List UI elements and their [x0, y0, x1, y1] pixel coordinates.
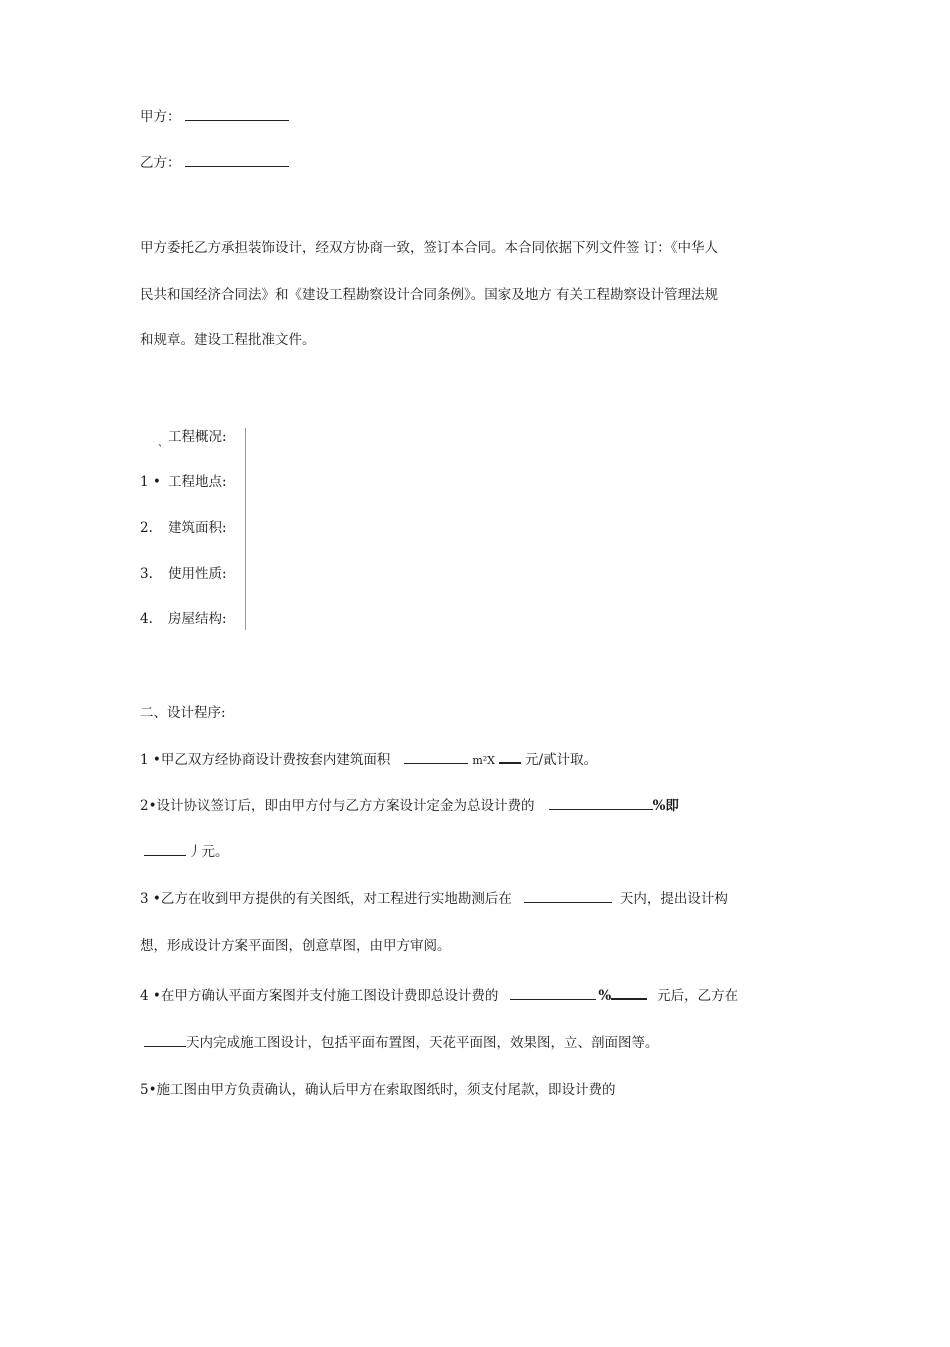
party-a-label: 甲方：	[140, 109, 181, 125]
percent-sign: %	[598, 988, 612, 1004]
item-label: 使用性质:	[168, 566, 227, 582]
item1-text: 1 •甲乙双方经协商设计费按套内建筑面积	[140, 752, 391, 768]
item-label: 房屋结构:	[168, 611, 227, 627]
section1-item	[140, 610, 227, 628]
item-label: 工程地点:	[168, 474, 227, 490]
area-blank[interactable]	[404, 751, 468, 764]
section2-item-4	[140, 986, 738, 1005]
item1-tail: 元/貳计取。	[525, 752, 598, 768]
item2-tail: 丿元。	[188, 844, 229, 860]
unit-text: m²X	[472, 754, 496, 767]
section1-heading	[158, 428, 227, 448]
item-number: 3.	[140, 566, 153, 582]
section2-item-3-cont: 想，形成设计方案平面图，创意草图，由甲方审阅。	[140, 938, 451, 954]
section1-item	[140, 565, 227, 583]
item4-text: 4 •在甲方确认平面方案图并支付施工图设计费即总设计费的	[140, 988, 499, 1004]
party-b-blank[interactable]	[185, 154, 289, 167]
section2-item-1	[140, 750, 597, 770]
item-number: 1 •	[140, 474, 161, 490]
intro-line-1: 甲方委托乙方承担装饰设计，经双方协商一致，签订本合同。本合同依据下列文件签 订：《中华人	[140, 240, 719, 256]
party-b-row	[140, 154, 293, 172]
percent-text: %即	[652, 798, 679, 814]
intro-line-2: 民共和国经济合同法》和《建设工程勘察设计合同条例》。国家及地方 有关工程勘察设计管理法规	[140, 287, 719, 303]
percent-blank[interactable]	[549, 797, 653, 810]
item4-tail: 天内完成施工图设计，包括平面布置图，天花平面图，效果图，立、剖面图等。	[186, 1035, 659, 1051]
item3-text: 3 •乙方在收到甲方提供的有关图纸，对工程进行实地勘测后在	[140, 891, 512, 907]
item2-text: 2•设计协议签订后，即由甲方付与乙方方案设计定金为总设计费的	[140, 798, 535, 814]
item-label: 建筑面积:	[168, 520, 227, 536]
intro-line-3: 和规章。建设工程批准文件。	[140, 332, 316, 348]
party-a-blank[interactable]	[185, 108, 289, 121]
section1-mark: 、	[158, 438, 168, 449]
amount-blank-2[interactable]	[611, 986, 647, 1000]
amount-blank[interactable]	[144, 843, 186, 856]
section1-title: 工程概况:	[168, 429, 227, 445]
item4-mid: 元后，乙方在	[657, 988, 739, 1004]
section1-item	[140, 519, 227, 537]
item-number: 4.	[140, 611, 153, 627]
section2-item-2	[140, 797, 679, 815]
section2-item-3	[140, 890, 728, 908]
section2-title: 二、设计程序:	[140, 705, 226, 721]
item-number: 2.	[140, 520, 153, 536]
section2-item-5: 5•施工图由甲方负责确认，确认后甲方在索取图纸时，须支付尾款，即设计费的	[140, 1082, 616, 1098]
rate-blank[interactable]	[499, 750, 521, 764]
section1-item	[140, 473, 227, 491]
percent-blank-2[interactable]	[510, 987, 596, 1000]
section2-item-2-cont	[140, 843, 229, 861]
days-blank[interactable]	[524, 890, 612, 903]
section1-divider	[245, 428, 246, 630]
item3-mid: 天内，提出设计构	[619, 891, 728, 907]
party-b-label: 乙方：	[140, 155, 181, 171]
party-a-row	[140, 108, 293, 126]
days-blank-2[interactable]	[144, 1034, 186, 1047]
section2-item-4-cont	[140, 1034, 659, 1052]
